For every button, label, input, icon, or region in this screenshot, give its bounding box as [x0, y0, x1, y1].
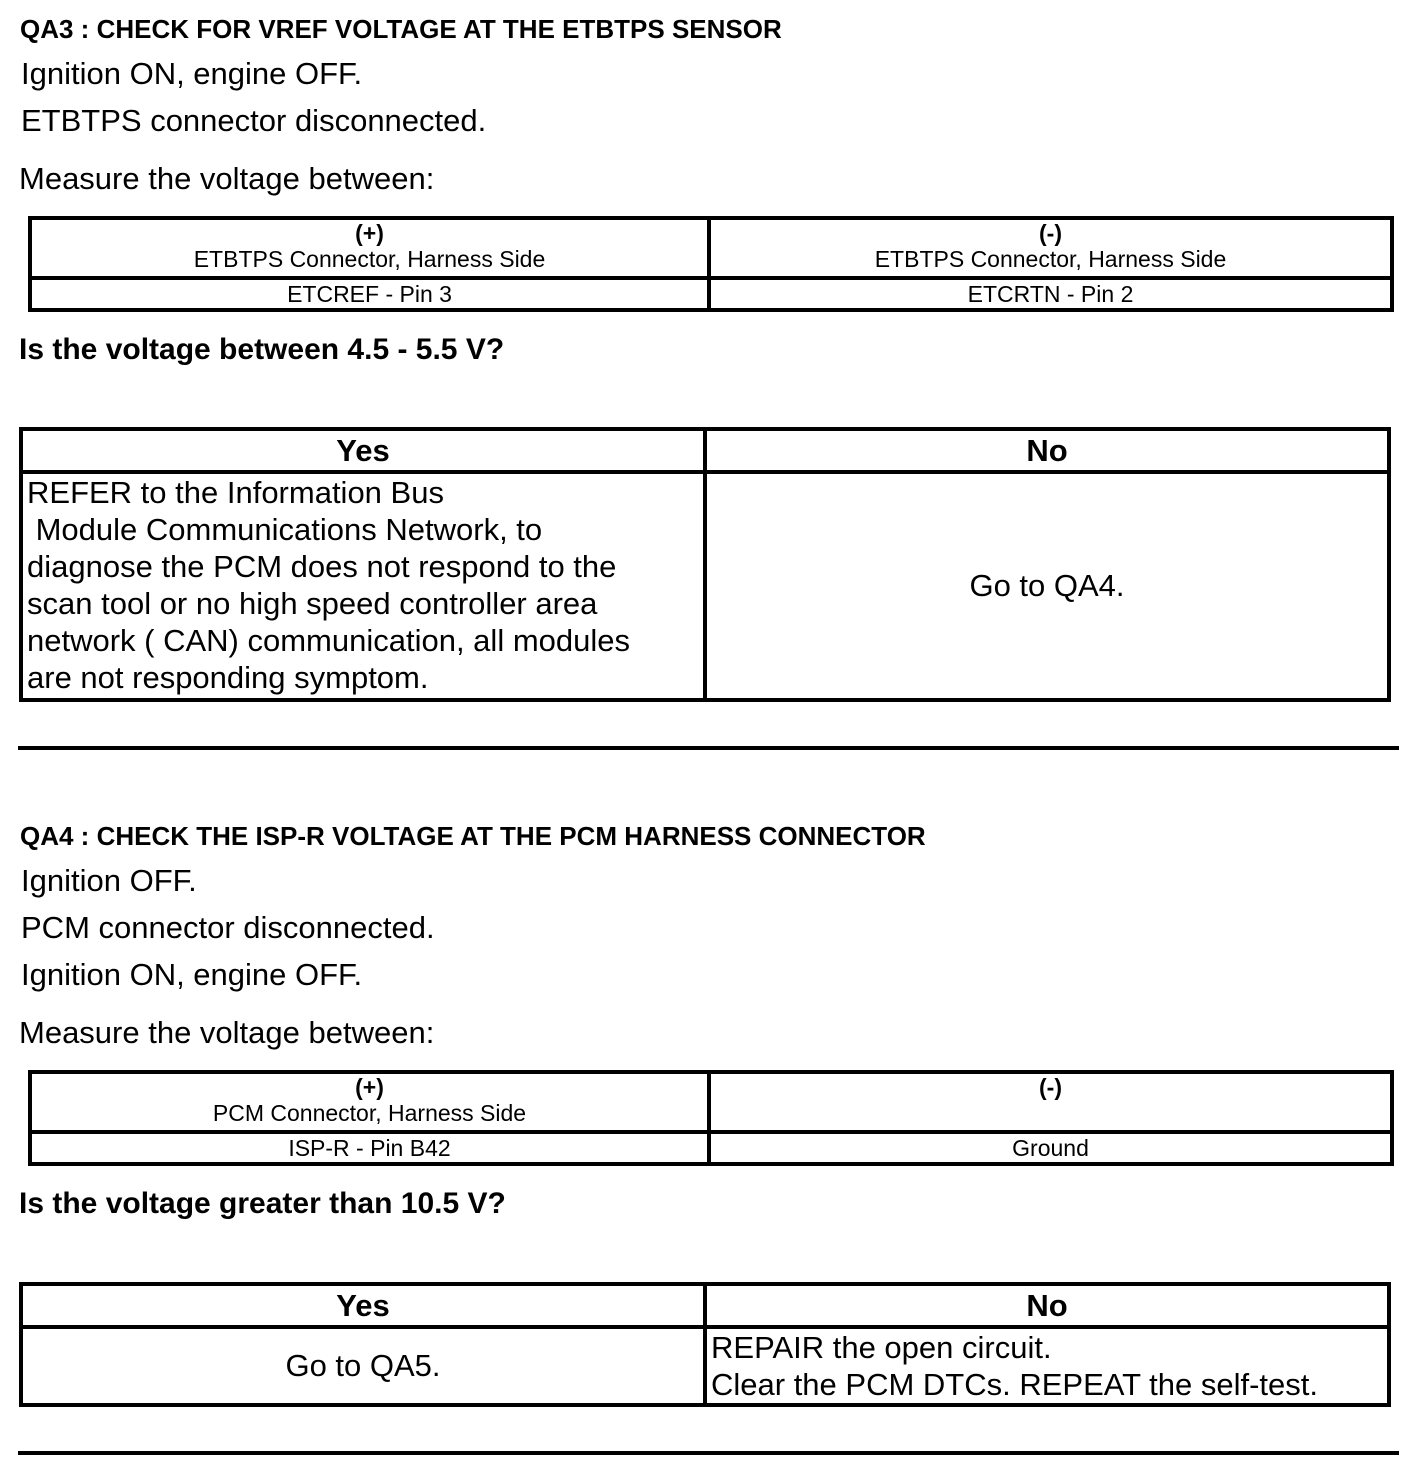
qa3-question: Is the voltage between 4.5 - 5.5 V? [19, 333, 505, 366]
section-divider-1 [18, 746, 1399, 750]
qa4-title: QA4 : CHECK THE ISP-R VOLTAGE AT THE PCM HARNESS CONNECTOR [20, 821, 926, 851]
qa3-yes-cell [21, 472, 705, 700]
qa4-positive-pin: ISP-R - Pin B42 [30, 1132, 709, 1164]
qa4-condition-2: PCM connector disconnected. [21, 910, 435, 945]
qa3-positive-pin: ETCREF - Pin 3 [30, 278, 709, 310]
qa3-yes-line-4: scan tool or no high speed controller area [27, 586, 598, 621]
qa4-answer-table [19, 1282, 1391, 1407]
qa4-positive-location: PCM Connector, Harness Side [212, 1100, 527, 1126]
qa4-positive-sign: (+) [355, 1074, 384, 1100]
qa3-positive-sign: (+) [355, 220, 384, 246]
qa3-no-cell: Go to QA4. [705, 472, 1389, 700]
qa4-negative-sign: (-) [1039, 1074, 1062, 1100]
qa4-yes-header: Yes [21, 1284, 705, 1327]
qa4-no-line-2: Clear the PCM DTCs. REPEAT the self-test. [711, 1367, 1318, 1402]
qa4-measure-label: Measure the voltage between: [19, 1015, 435, 1050]
qa4-question: Is the voltage greater than 10.5 V? [19, 1187, 506, 1220]
qa4-no-header: No [705, 1284, 1389, 1327]
qa3-yes-line-5: network ( CAN) communication, all modules [27, 623, 630, 658]
qa4-no-line-1: REPAIR the open circuit. [711, 1330, 1052, 1365]
qa3-negative-sign: (-) [1039, 220, 1062, 246]
qa3-yes-line-6: are not responding symptom. [27, 660, 429, 695]
qa3-no-header: No [705, 429, 1389, 472]
qa3-negative-header [709, 218, 1392, 278]
qa3-yes-header: Yes [21, 429, 705, 472]
qa4-negative-header [709, 1072, 1392, 1132]
qa4-yes-cell: Go to QA5. [21, 1327, 705, 1405]
qa3-condition-2: ETBTPS connector disconnected. [21, 103, 487, 138]
qa4-measure-table [28, 1070, 1394, 1166]
qa3-yes-line-1: REFER to the Information Bus [27, 475, 444, 510]
qa3-condition-1: Ignition ON, engine OFF. [21, 56, 363, 91]
qa3-measure-label: Measure the voltage between: [19, 161, 435, 196]
qa3-positive-header [30, 218, 709, 278]
qa4-negative-pin: Ground [709, 1132, 1392, 1164]
section-divider-2 [18, 1451, 1399, 1455]
qa3-negative-location: ETBTPS Connector, Harness Side [874, 246, 1227, 272]
qa3-answer-table [19, 427, 1391, 702]
qa3-measure-table [28, 216, 1394, 312]
qa4-condition-3: Ignition ON, engine OFF. [21, 957, 363, 992]
qa3-title: QA3 : CHECK FOR VREF VOLTAGE AT THE ETBTPS SENSOR [20, 14, 782, 44]
qa3-yes-line-3: diagnose the PCM does not respond to the [27, 549, 617, 584]
qa4-positive-header [30, 1072, 709, 1132]
qa4-condition-1: Ignition OFF. [21, 863, 197, 898]
qa4-no-cell [705, 1327, 1389, 1405]
qa3-positive-location: ETBTPS Connector, Harness Side [193, 246, 546, 272]
qa3-negative-pin: ETCRTN - Pin 2 [709, 278, 1392, 310]
qa3-yes-line-2: Module Communications Network, to [27, 512, 543, 547]
